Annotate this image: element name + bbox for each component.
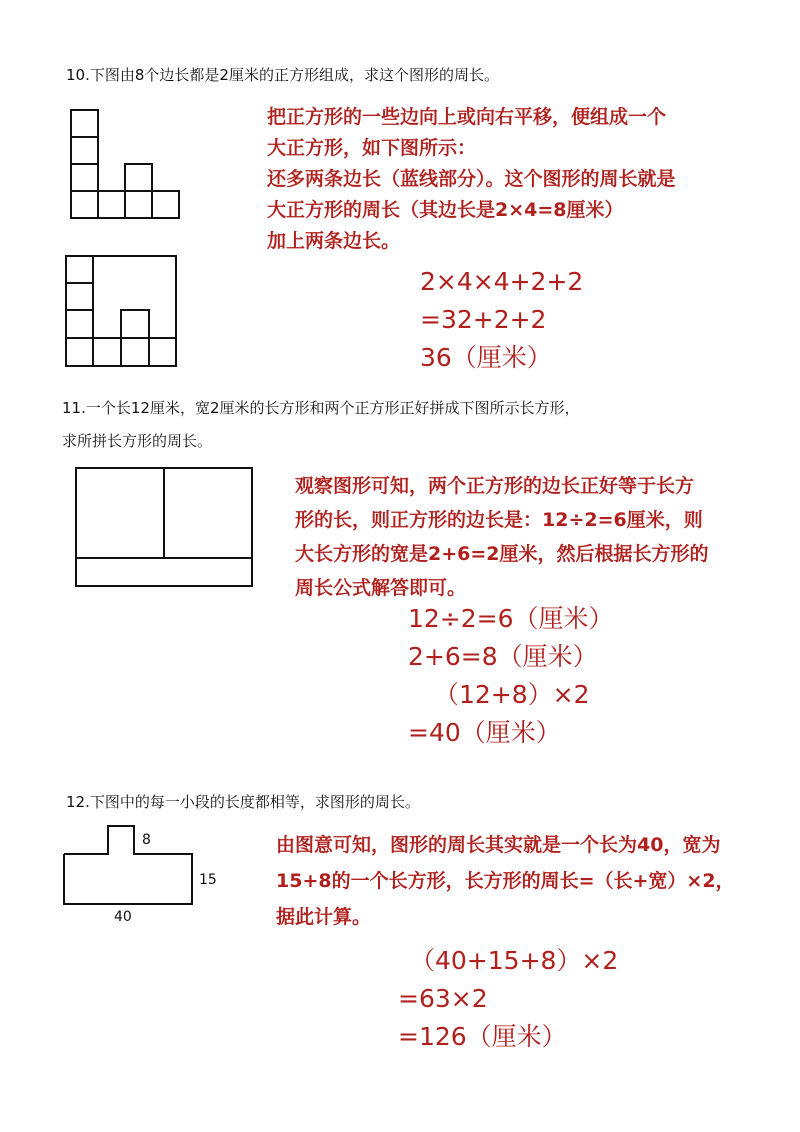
- q10-calc-line: =32+2+2: [420, 305, 547, 334]
- q11-calc-line: （12+8）×2: [434, 680, 590, 709]
- q11-calc-line: 12÷2=6（厘米）: [408, 604, 614, 633]
- q10-answer-line: 把正方形的一些边向上或向右平移，便组成一个: [267, 106, 667, 128]
- q10-calc-line: 36（厘米）: [420, 343, 552, 372]
- q10-question: 10.下图由8个边长都是2厘米的正方形组成，求这个图形的周长。: [66, 66, 499, 84]
- q11-answer-line: 周长公式解答即可。: [295, 577, 467, 599]
- q12-label-right: 15: [199, 872, 217, 888]
- q12-answer-line: 15+8的一个长方形，长方形的周长=（长+宽）×2，: [276, 870, 735, 892]
- q10-calc-line: 2×4×4+2+2: [420, 267, 584, 296]
- q10-answer-line: 大正方形，如下图所示：: [267, 137, 477, 159]
- q11-question-line: 求所拼长方形的周长。: [62, 432, 213, 450]
- q11-answer: [295, 469, 709, 605]
- q11-calc-line: =40（厘米）: [408, 718, 561, 747]
- q10-calculation: [420, 263, 583, 377]
- q12-answer: [276, 827, 735, 935]
- q12-figure: [62, 824, 232, 924]
- q12-answer-line: 据此计算。: [276, 906, 372, 928]
- q12-calculation: [398, 942, 618, 1056]
- q12-calc-line: =126（厘米）: [398, 1022, 567, 1051]
- q12-question: 12.下图中的每一小段的长度都相等，求图形的周长。: [66, 793, 420, 811]
- q11-calc-line: 2+6=8（厘米）: [408, 642, 598, 671]
- q12-calc-line: （40+15+8）×2: [410, 946, 619, 975]
- q12-label-bottom: 40: [114, 909, 132, 925]
- q11-figure: [74, 466, 256, 588]
- q10-answer-line: 还多两条边长（蓝线部分）。这个图形的周长就是: [267, 168, 676, 190]
- q10-answer: [267, 102, 676, 257]
- q10-figure-staircase: [66, 108, 186, 220]
- q11-answer-line: 大长方形的宽是2+6=2厘米，然后根据长方形的: [295, 543, 709, 565]
- q12-answer-line: 由图意可知，图形的周长其实就是一个长为40，宽为: [276, 834, 721, 856]
- q12-calc-line: =63×2: [398, 984, 488, 1013]
- q11-calculation: [408, 600, 614, 752]
- q11-answer-line: 形的长，则正方形的边长是：12÷2=6厘米，则: [295, 509, 703, 531]
- q10-figure-big-square: [62, 254, 182, 368]
- q11-question-line: 11.一个长12厘米，宽2厘米的长方形和两个正方形正好拼成下图所示长方形，: [62, 399, 580, 417]
- q12-label-top: 8: [142, 832, 151, 848]
- q11-answer-line: 观察图形可知，两个正方形的边长正好等于长方: [295, 475, 695, 497]
- q10-answer-line: 加上两条边长。: [267, 230, 401, 252]
- q10-answer-line: 大正方形的周长（其边长是2×4=8厘米）: [267, 199, 624, 221]
